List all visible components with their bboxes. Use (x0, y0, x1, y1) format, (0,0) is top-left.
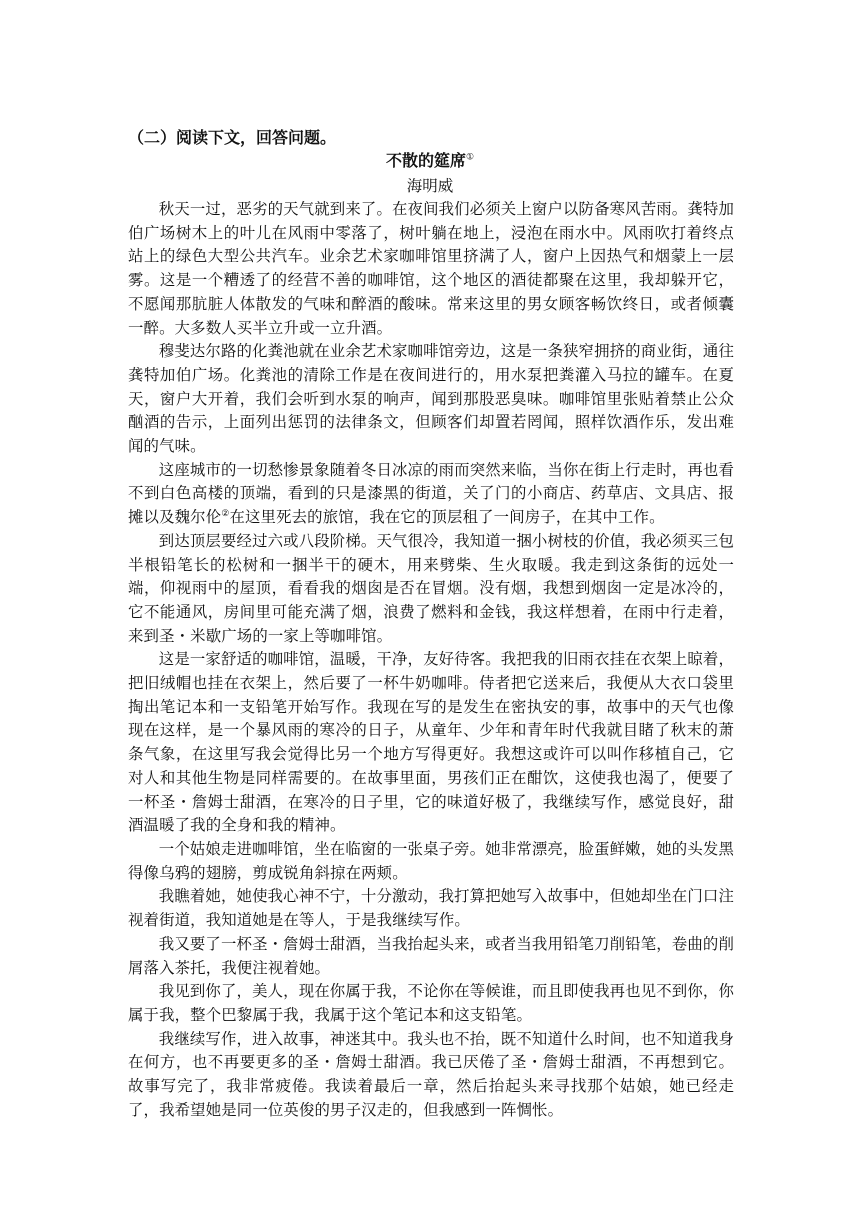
paragraph-1: 秋天一过，恶劣的天气就到来了。在夜间我们必须关上窗户以防备寒风苦雨。龚特加伯广场树木上的叶儿在风雨中零落了，树叶躺在地上，浸泡在雨水中。风雨吹打着终点站上的绿色大型公共汽车。业余艺术家咖啡馆里挤满了人，窗户上因热气和烟蒙上一层雾。这是一个糟透了的经营不善的咖啡馆，这个地区的酒徒都聚在这里，我却躲开它，不愿闻那肮脏人体散发的气味和醉酒的酸味。常来这里的男女顾客畅饮终日，或者倾囊一醉。大多数人买半立升或一立升酒。 (128, 200, 734, 337)
author-name: 海明威 (406, 177, 454, 195)
footnote-marker: ② (221, 509, 230, 520)
paragraph-8: 我又要了一杯圣・詹姆士甜酒，当我抬起头来，或者当我用铅笔刀削铅笔，卷曲的削屑落入茶托，我便注视着她。 (128, 934, 734, 977)
paragraph-3-text-after: 在这里死去的旅馆，我在它的顶层租了一间房子，在其中工作。 (229, 508, 665, 527)
section-heading: （二）阅读下文，回答问题。 (128, 128, 337, 147)
paragraph-2: 穆斐达尔路的化粪池就在业余艺术家咖啡馆旁边，这是一条狭窄拥挤的商业街，通往龚特加伯广场。化粪池的清除工作是在夜间进行的，用水泵把粪灌入马拉的罐车。在夏天，窗户大开着，我们会听到水泵的响声，闻到那股恶臭味。咖啡馆里张贴着禁止公众酗酒的告示，上面列出惩罚的法律条文，但顾客们却置若罔闻，照样饮酒作乐，发出难闻的气味。 (128, 342, 734, 456)
article-title (128, 149, 732, 173)
paragraph-7: 我瞧着她，她使我心神不宁，十分激动，我打算把她写入故事中，但她却坐在门口注视着街道，我知道她是在等人，于是我继续写作。 (128, 887, 734, 930)
title-footnote-marker: ① (465, 152, 475, 163)
paragraph-5: 这是一家舒适的咖啡馆，温暖，干净，友好待客。我把我的旧雨衣挂在衣架上晾着，把旧绒帽也挂在衣架上，然后要了一杯牛奶咖啡。侍者把它送来后，我便从大衣口袋里掏出笔记本和一支铅笔开始写作。我现在写的是发生在密执安的事，故事中的天气也像现在这样，是一个暴风雨的寒冷的日子，从童年、少年和青年时代我就目睹了秋末的萧条气象，在这里写我会觉得比另一个地方写得更好。我想这或许可以叫作移植自己，它对人和其他生物是同样需要的。在故事里面，男孩们正在酣饮，这使我也渴了，便要了一杯圣・詹姆士甜酒，在寒冷的日子里，它的味道好极了，我继续写作，感觉良好，甜酒温暖了我的全身和我的精神。 (128, 650, 734, 835)
paragraph-10: 我继续写作，进入故事，神迷其中。我头也不抬，既不知道什么时间，也不知道我身在何方，也不再要更多的圣・詹姆士甜酒。我已厌倦了圣・詹姆士甜酒，不再想到它。故事写完了，我非常疲倦。我读着最后一章，然后抬起头来寻找那个姑娘，她已经走了，我希望她是同一位英俊的男子汉走的，但我感到一阵惆怅。 (128, 1029, 734, 1119)
paragraph-6: 一个姑娘走进咖啡馆，坐在临窗的一张桌子旁。她非常漂亮，脸蛋鲜嫩，她的头发黑得像乌鸦的翅膀，剪成锐角斜掠在两颊。 (128, 839, 734, 882)
paragraph-9: 我见到你了，美人，现在你属于我，不论你在等候谁，而且即使我再也见不到你，你属于我，整个巴黎属于我，我属于这个笔记本和这支铅笔。 (128, 982, 734, 1024)
title-text: 不散的筵席 (385, 151, 466, 170)
article-body (128, 198, 734, 1122)
paragraph-4: 到达顶层要经过六或八段阶梯。天气很冷，我知道一捆小树枝的价值，我必须买三包半根铅笔长的松树和一捆半干的硬木，用来劈柴、生火取暖。我走到这条街的远处一端，仰视雨中的屋顶，看看我的烟囱是否在冒烟。没有烟，我想到烟囱一定是冰冷的，它不能通风，房间里可能充满了烟，浪费了燃料和金钱，我这样想着，在雨中行走着，来到圣・米歇广场的一家上等咖啡馆。 (128, 531, 734, 645)
paragraph-3-text: 这座城市的一切愁惨景象随着冬日冰凉的雨而突然来临，当你在街上行走时，再也看不到白色高楼的顶端，看到的只是漆黑的街道，关了门的小商店、药草店、文具店、报摊以及魏尔伦 (128, 460, 734, 527)
paragraph-3 (128, 459, 734, 530)
